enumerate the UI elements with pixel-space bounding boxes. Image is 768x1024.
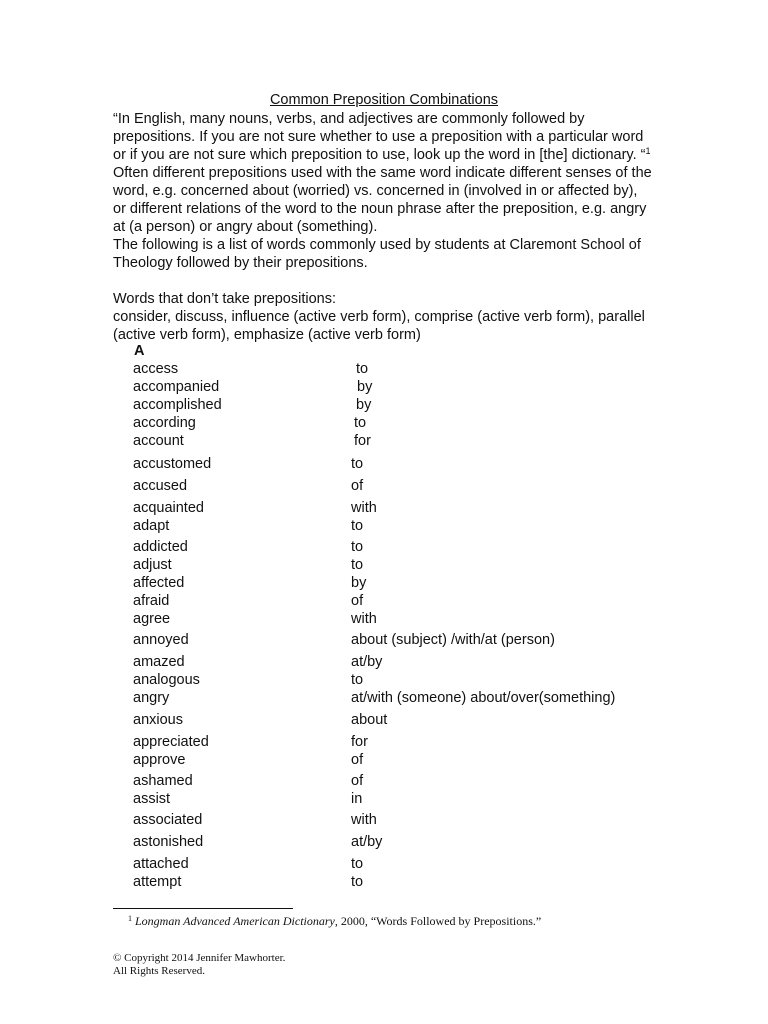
entry-word: assist <box>133 791 171 807</box>
entry-preposition: about <box>351 712 388 728</box>
entry-preposition: at/by <box>351 834 383 850</box>
entry-word: accustomed <box>133 456 212 472</box>
entry-preposition: of <box>351 478 364 494</box>
entry-preposition: to <box>351 539 364 555</box>
entry-word: angry <box>133 690 170 706</box>
entry-word: attached <box>133 856 189 872</box>
entry-preposition: for <box>351 734 368 750</box>
entry-preposition: with <box>351 500 377 516</box>
entry-preposition: to <box>351 874 364 890</box>
entry-preposition: of <box>351 773 364 789</box>
entry-preposition: with <box>351 812 377 828</box>
entry-word: addicted <box>133 539 188 555</box>
entry-preposition: about (subject) /with/at (person) <box>351 632 555 648</box>
entry-word: anxious <box>133 712 183 728</box>
entry-word: ashamed <box>133 773 193 789</box>
entry-word: adjust <box>133 557 172 573</box>
no-prepositions-section <box>113 290 653 344</box>
footnote <box>128 914 541 929</box>
entry-preposition: of <box>351 752 364 768</box>
page-title: Common Preposition Combinations <box>269 92 499 108</box>
entry-preposition: in <box>351 791 363 807</box>
entry-preposition: to <box>356 361 369 377</box>
entry-preposition: at/with (someone) about/over(something) <box>351 690 616 706</box>
entry-preposition: to <box>354 415 367 431</box>
entry-word: approve <box>133 752 186 768</box>
entry-word: attempt <box>133 874 182 890</box>
entry-preposition: with <box>351 611 377 627</box>
entry-word: access <box>133 361 179 377</box>
intro-paragraph-1 <box>113 110 653 236</box>
footnote-details: , 2000, “Words Followed by Prepositions.” <box>334 914 542 928</box>
entry-word: associated <box>133 812 203 828</box>
section-letter: A <box>134 343 145 359</box>
entry-preposition: by <box>351 575 367 591</box>
entry-word: afraid <box>133 593 170 609</box>
copyright <box>113 952 285 978</box>
entry-word: affected <box>133 575 185 591</box>
no-prepositions-heading: Words that don’t take prepositions: <box>113 291 336 307</box>
entry-word: according <box>133 415 196 431</box>
entry-word: accused <box>133 478 188 494</box>
intro-paragraph-2: The following is a list of words commonly used by students at Claremont School of Theology followed by their prepositions. <box>113 237 641 271</box>
entry-preposition: of <box>351 593 364 609</box>
footnote-source: Longman Advanced American Dictionary <box>135 914 335 928</box>
no-prepositions-list: consider, discuss, influence (active verb form), comprise (active verb form), parallel (active verb form), emphasize (active verb form) <box>113 309 645 343</box>
entry-word: agree <box>133 611 171 627</box>
entry-preposition: to <box>351 456 364 472</box>
entry-preposition: by <box>356 397 372 413</box>
intro-rest: Often different prepositions used with the same word indicate different senses of the word, e.g. concerned about (worried) vs. concerned in (involved in or affected by), or different relations of the word to the noun phrase after the preposition, e.g. angry at (a person) or angry about (something). <box>113 165 652 235</box>
copyright-line: © Copyright 2014 Jennifer Mawhorter. <box>113 952 286 964</box>
entry-word: analogous <box>133 672 200 688</box>
entry-word: appreciated <box>133 734 209 750</box>
entry-word: accompanied <box>133 379 220 395</box>
entry-preposition: by <box>357 379 373 395</box>
entry-word: amazed <box>133 654 185 670</box>
entry-preposition: at/by <box>351 654 383 670</box>
entry-word: acquainted <box>133 500 204 516</box>
rights-line: All Rights Reserved. <box>113 965 205 977</box>
entry-word: annoyed <box>133 632 189 648</box>
entry-preposition: to <box>351 557 364 573</box>
entry-word: astonished <box>133 834 204 850</box>
intro-quote: “In English, many nouns, verbs, and adjectives are commonly followed by prepositions. If you are not sure whether to use a preposition with a particular word or if you are not sure which preposition to use, look up the word in [the] dictionary. “ <box>113 111 646 163</box>
entry-word: adapt <box>133 518 170 534</box>
footnote-reference: 1 <box>645 146 651 156</box>
intro-text <box>113 110 653 272</box>
footnote-divider <box>113 908 293 909</box>
entry-word: account <box>133 433 184 449</box>
entry-preposition: to <box>351 518 364 534</box>
footnote-number: 1 <box>128 914 132 923</box>
entry-preposition: for <box>354 433 371 449</box>
entry-preposition: to <box>351 856 364 872</box>
entry-preposition: to <box>351 672 364 688</box>
entry-word: accomplished <box>133 397 222 413</box>
